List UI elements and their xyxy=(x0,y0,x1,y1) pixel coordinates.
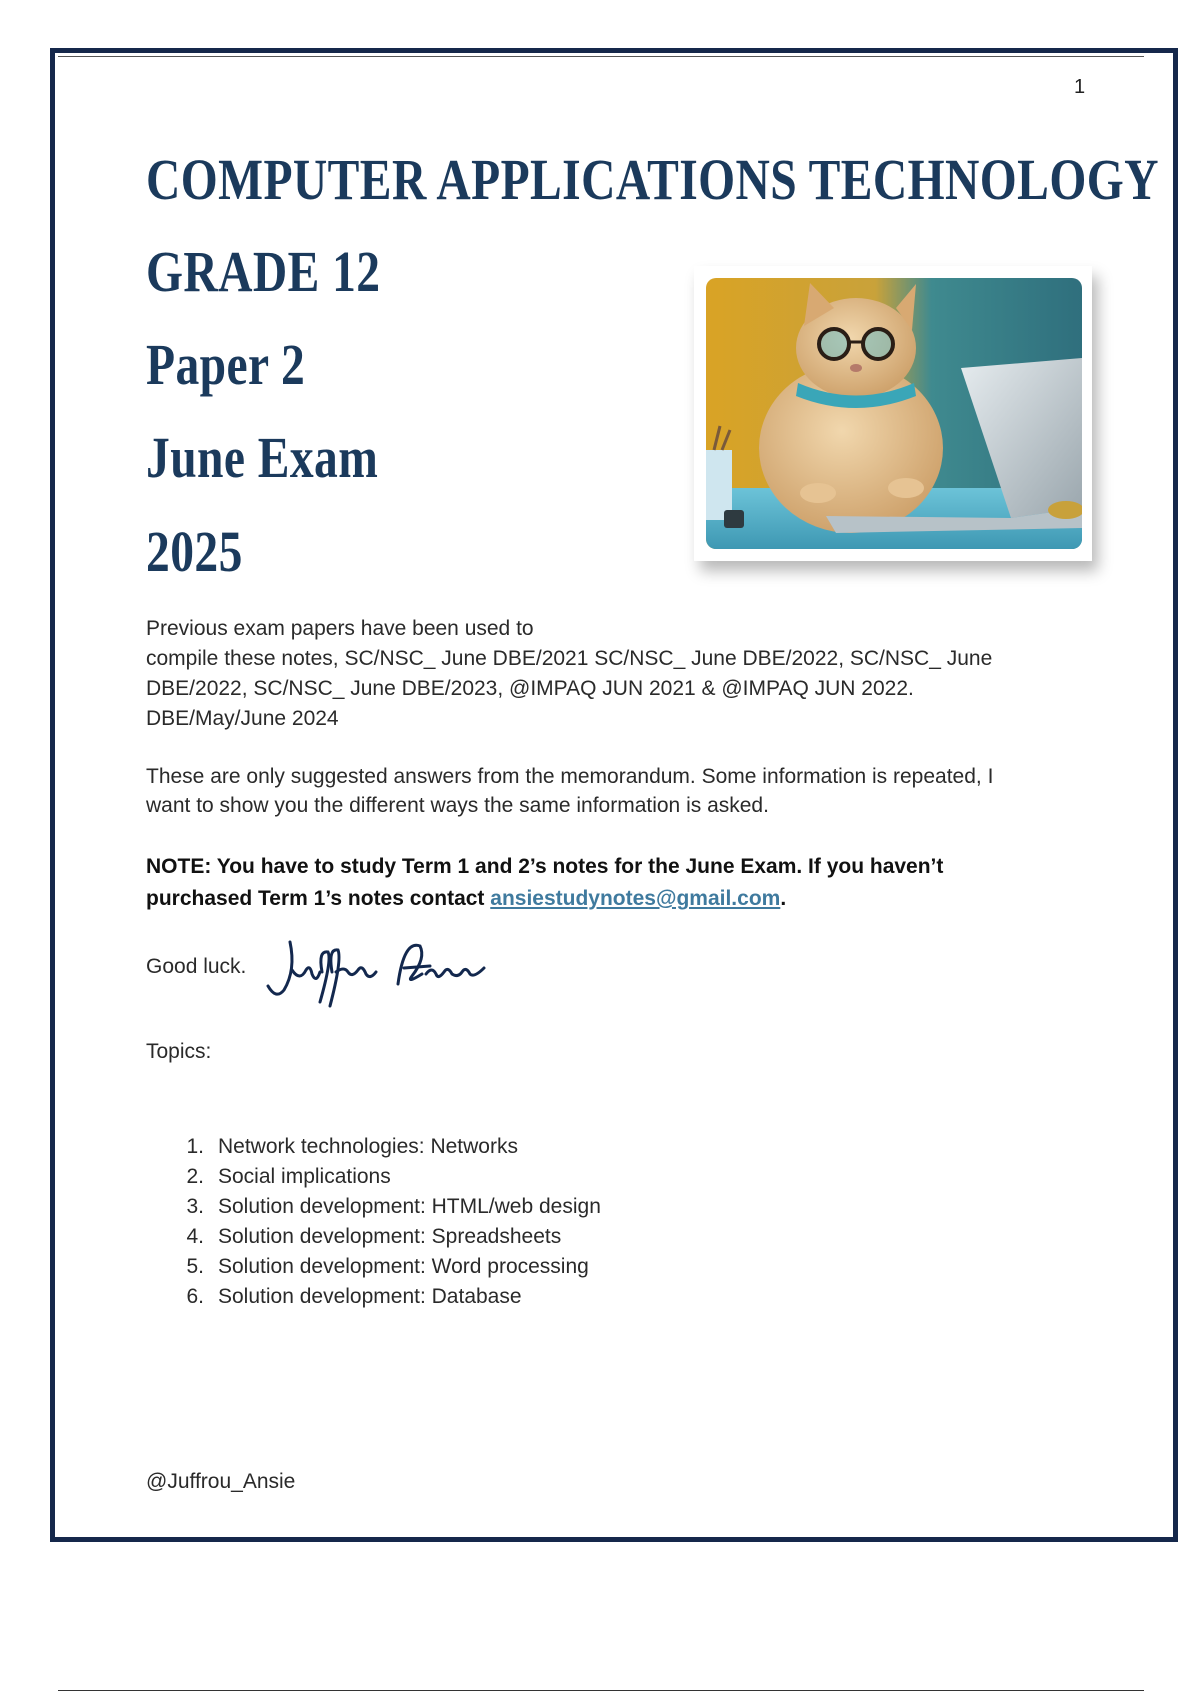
cover-image-frame xyxy=(694,266,1092,561)
title-exam: June Exam xyxy=(146,425,379,490)
email-link[interactable]: ansiestudynotes@gmail.com xyxy=(490,887,781,910)
topic-number: 4. xyxy=(186,1225,204,1248)
intro-paragraph xyxy=(146,614,1086,734)
topic-text: Solution development: HTML/web design xyxy=(218,1195,601,1218)
intro-line-1: Previous exam papers have been used to xyxy=(146,617,534,640)
topic-number: 3. xyxy=(186,1195,204,1218)
disclaimer-line-1: These are only suggested answers from the memorandum. Some information is repeated, I xyxy=(146,765,994,788)
topic-item xyxy=(146,1282,601,1312)
topic-text: Network technologies: Networks xyxy=(218,1135,518,1158)
intro-line-3: DBE/2022, SC/NSC_ June DBE/2023, @IMPAQ JUN 2021 & @IMPAQ JUN 2022. xyxy=(146,677,914,700)
topic-number: 5. xyxy=(186,1255,204,1278)
topics-label: Topics: xyxy=(146,1040,212,1063)
topic-text: Solution development: Spreadsheets xyxy=(218,1225,562,1248)
note-line-2-suffix: . xyxy=(780,887,787,910)
intro-line-4: DBE/May/June 2024 xyxy=(146,707,339,730)
page-number: 1 xyxy=(1074,76,1086,98)
note-paragraph xyxy=(146,851,1086,915)
topic-item xyxy=(146,1192,601,1222)
intro-line-2: compile these notes, SC/NSC_ June DBE/2021 SC/NSC_ June DBE/2022, SC/NSC_ June xyxy=(146,647,993,670)
header-rule xyxy=(58,56,1144,57)
topic-list xyxy=(146,1132,601,1312)
topic-item xyxy=(146,1222,601,1252)
next-page-rule xyxy=(58,1690,1144,1691)
signature xyxy=(262,930,492,1010)
topic-item xyxy=(146,1162,601,1192)
disclaimer-paragraph xyxy=(146,762,1086,820)
topic-number: 2. xyxy=(186,1165,204,1188)
title-year: 2025 xyxy=(146,519,243,584)
topic-text: Solution development: Word processing xyxy=(218,1255,589,1278)
topic-number: 6. xyxy=(186,1285,204,1308)
good-luck-text: Good luck. xyxy=(146,955,247,978)
topic-text: Solution development: Database xyxy=(218,1285,522,1308)
title-subject: COMPUTER APPLICATIONS TECHNOLOGY xyxy=(146,147,1159,212)
title-grade: GRADE 12 xyxy=(146,239,381,304)
topic-text: Social implications xyxy=(218,1165,391,1188)
disclaimer-line-2: want to show you the different ways the same information is asked. xyxy=(146,794,769,817)
cat-laptop-image xyxy=(706,278,1082,549)
topic-item xyxy=(146,1252,601,1282)
note-line-2-prefix: purchased Term 1’s notes contact xyxy=(146,887,491,910)
title-paper: Paper 2 xyxy=(146,332,306,397)
note-line-1: NOTE: You have to study Term 1 and 2’s notes for the June Exam. If you haven’t xyxy=(146,855,944,878)
note-line-2 xyxy=(146,883,1086,915)
topic-item xyxy=(146,1132,601,1162)
author-handle: @Juffrou_Ansie xyxy=(146,1470,296,1493)
topic-number: 1. xyxy=(186,1135,204,1158)
